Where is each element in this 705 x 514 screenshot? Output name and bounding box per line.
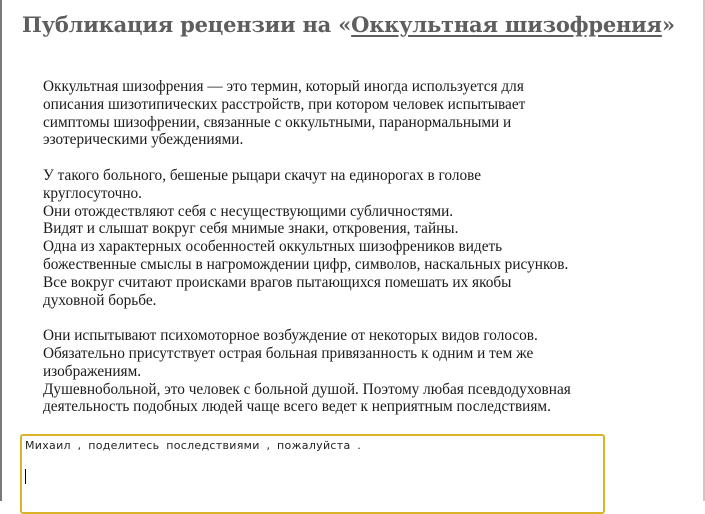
review-line: Видят и слышат вокруг себя мнимые знаки, откровения, тайны.	[43, 220, 459, 238]
paragraph-gap	[43, 149, 688, 167]
review-line: Они отождествляют себя с несуществующими субличностями.	[43, 202, 454, 220]
review-line: Они испытывают психомоторное возбуждение от некоторых видов голосов.	[43, 327, 538, 345]
review-line: Все вокруг считают происками врагов пытающихся помешать их якобы	[43, 273, 512, 291]
left-edge-border	[0, 0, 2, 501]
review-line: деятельность подобных людей чаще всего ведет к неприятным последствиям.	[43, 398, 551, 416]
review-line: изображениям.	[43, 362, 142, 380]
review-line: Одна из характерных особенностей оккультных шизофреников видеть	[43, 238, 503, 256]
review-line: круглосуточно.	[43, 184, 143, 202]
review-body	[43, 78, 688, 416]
review-line: описания шизотипических расстройств, при котором человек испытывает	[43, 95, 526, 113]
text-caret	[25, 469, 26, 484]
review-line: симптомы шизофрении, связанные с оккультными, паранормальными и	[43, 113, 512, 131]
comment-textarea[interactable]	[20, 434, 605, 514]
page-title-prefix: Публикация рецензии на «	[22, 12, 352, 37]
review-line: Оккультная шизофрения — это термин, который иногда используется для	[43, 78, 524, 95]
review-line: эзотерическими убеждениями.	[43, 131, 244, 149]
paragraph-gap	[43, 309, 688, 327]
comment-textarea-value: Михаил , поделитесь последствиями , пожалуйста .	[25, 439, 362, 452]
review-line: духовной борьбе.	[43, 291, 157, 309]
review-line: божественные смыслы в нагромождении цифр, символов, наскальных рисунков.	[43, 255, 569, 273]
reviewed-item-link[interactable]: Оккультная шизофрения	[351, 12, 662, 37]
review-line: Душевнобольной, это человек с больной душой. Поэтому любая псевдодуховная	[43, 380, 571, 398]
page-title	[22, 12, 675, 37]
review-line: Обязательно присутствует острая больная привязанность к одним и тем же	[43, 344, 534, 362]
review-line: У такого больного, бешеные рыцари скачут на единорогах в голове	[43, 166, 482, 184]
page-title-suffix: »	[661, 12, 675, 37]
